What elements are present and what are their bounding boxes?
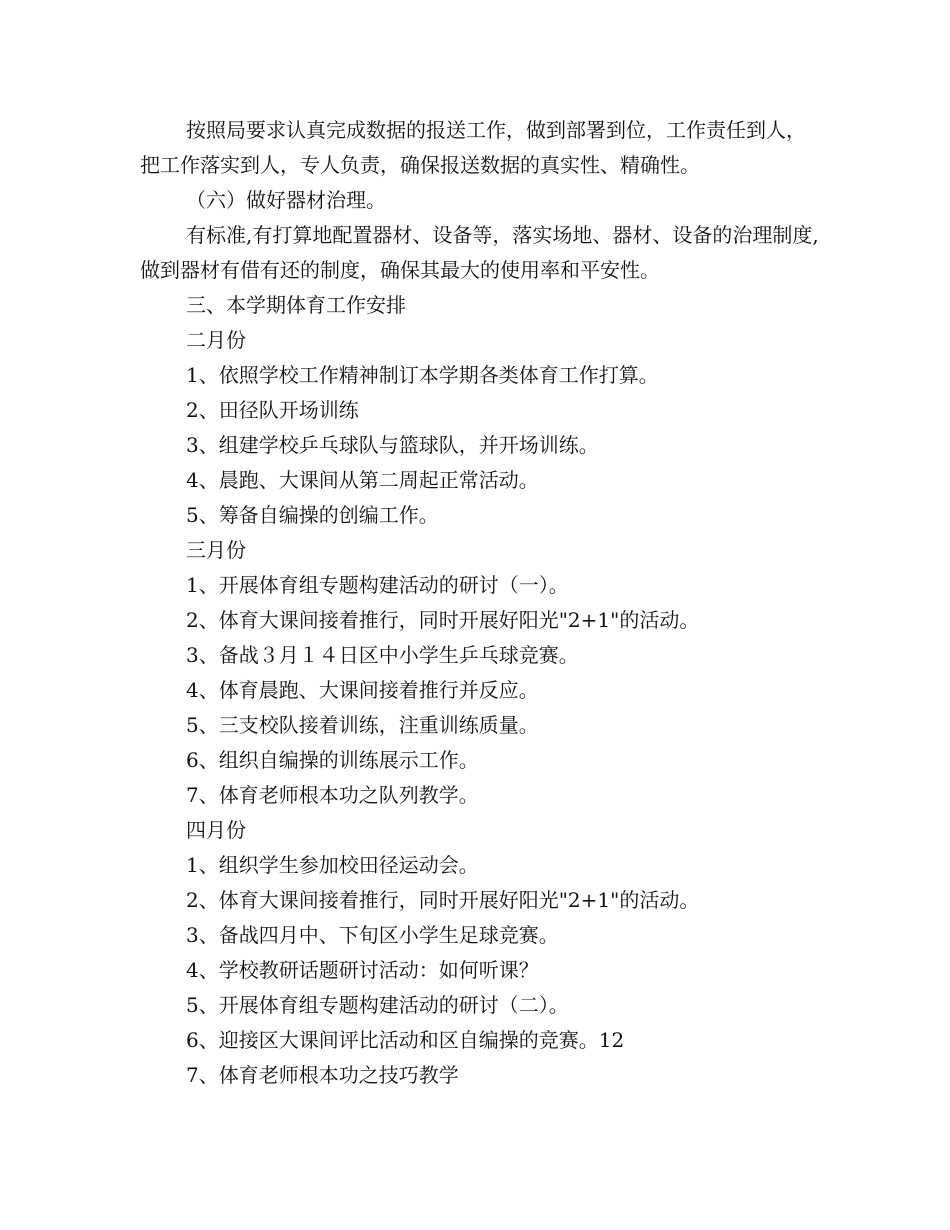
list-item: 7、体育老师根本功之队列教学。: [186, 783, 479, 807]
list-item: 6、迎接区大课间评比活动和区自编操的竞赛。12: [186, 1028, 625, 1052]
list-item: 5、筹备自编操的创编工作。: [186, 503, 439, 527]
month-heading-mar: 三月份: [186, 538, 246, 562]
month-heading-apr: 四月份: [186, 818, 246, 842]
list-item: 3、备战四月中、下旬区小学生足球竞赛。: [186, 923, 559, 947]
list-item: 1、开展体育组专题构建活动的研讨（一）。: [186, 573, 569, 597]
list-item: 2、体育大课间接着推行，同时开展好阳光"2+1"的活动。: [186, 888, 700, 912]
month-heading-feb: 二月份: [186, 328, 246, 352]
list-item: 4、学校教研话题研讨活动：如何听课？: [186, 958, 539, 982]
section-heading-equipment: （六）做好器材治理。: [186, 188, 386, 212]
list-item: 2、田径队开场训练: [186, 398, 359, 422]
list-item: 4、体育晨跑、大课间接着推行并反应。: [186, 678, 539, 702]
list-item: 4、晨跑、大课间从第二周起正常活动。: [186, 468, 539, 492]
section-heading-schedule: 三、本学期体育工作安排: [186, 293, 406, 317]
list-item: 2、体育大课间接着推行，同时开展好阳光"2+1"的活动。: [186, 608, 700, 632]
paragraph-data-reporting: 按照局要求认真完成数据的报送工作，做到部署到位，工作责任到人，把工作落实到人，专人负责，确保报送数据的真实性、精确性。: [140, 118, 806, 177]
list-item: 1、依照学校工作精神制订本学期各类体育工作打算。: [186, 363, 659, 387]
list-item: 6、组织自编操的训练展示工作。: [186, 748, 479, 772]
list-item: 7、体育老师根本功之技巧教学: [186, 1063, 459, 1087]
list-item: 1、组织学生参加校田径运动会。: [186, 853, 479, 877]
list-item: 5、三支校队接着训练，注重训练质量。: [186, 713, 539, 737]
list-item: 5、开展体育组专题构建活动的研讨（二）。: [186, 993, 569, 1017]
list-item: 3、组建学校乒乓球队与篮球队，并开场训练。: [186, 433, 599, 457]
document-body: [140, 113, 820, 1093]
list-item: 3、备战３月１４日区中小学生乒乓球竞赛。: [186, 643, 579, 667]
paragraph-equipment: 有标准,有打算地配置器材、设备等，落实场地、器材、设备的治理制度,做到器材有借有还的制度，确保其最大的使用率和平安性。: [140, 223, 819, 282]
